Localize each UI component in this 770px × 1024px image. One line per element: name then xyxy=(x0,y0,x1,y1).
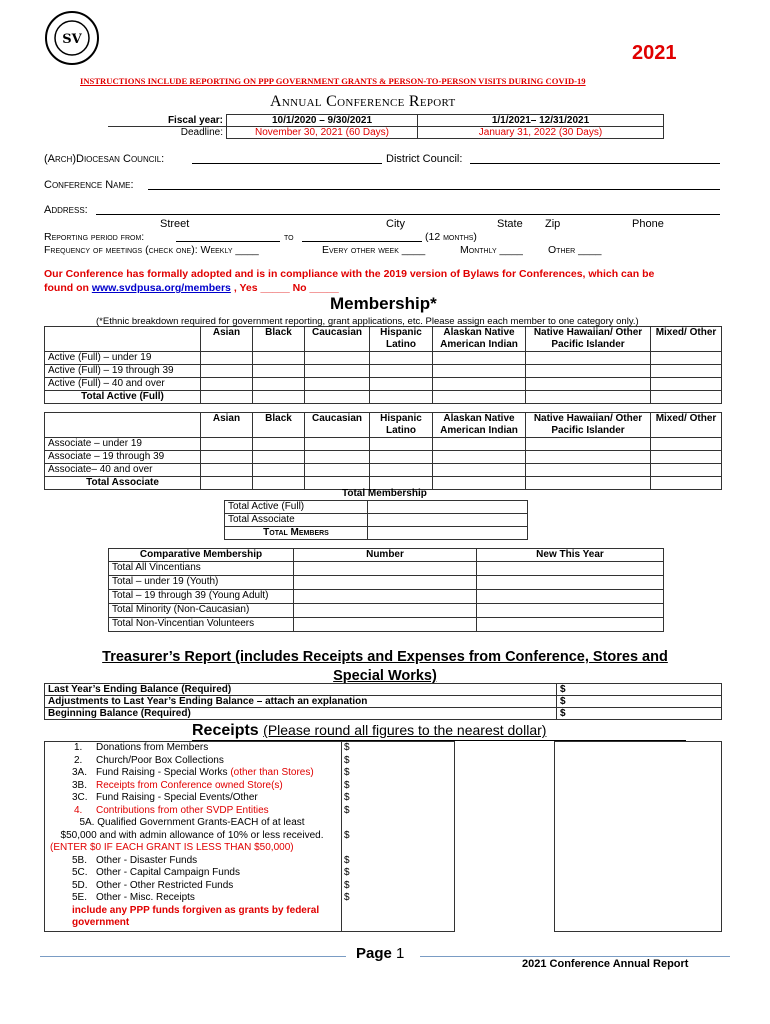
row-assoc-40plus: Associate– 40 and over xyxy=(45,464,201,477)
col-hispanic: Hispanic Latino xyxy=(370,327,433,352)
beginning-balance-label: Beginning Balance (Required) xyxy=(45,708,557,720)
col-alaskan-2: Alaskan Native American Indian xyxy=(433,413,526,438)
city-label: City xyxy=(386,218,405,230)
comp-row-youth: Total – under 19 (Youth) xyxy=(109,576,294,590)
street-label: Street xyxy=(160,218,190,230)
receipt-item: 4. Contributions from other SVDP Entities xyxy=(74,804,269,816)
bylaws-link[interactable]: www.svdpusa.org/members xyxy=(91,282,231,294)
row-assoc-under19: Associate – under 19 xyxy=(45,438,201,451)
membership-title: Membership* xyxy=(330,294,437,313)
conference-name-label: Conference Name: xyxy=(44,179,134,191)
diocesan-field[interactable] xyxy=(192,163,382,164)
col-hispanic-2: Hispanic Latino xyxy=(370,413,433,438)
district-label: District Council: xyxy=(386,153,463,165)
svdp-logo xyxy=(44,10,100,66)
last-year-balance-value[interactable]: $ xyxy=(557,684,722,696)
col-alaskan: Alaskan Native American Indian xyxy=(433,327,526,352)
receipt-item: 5C. Other - Capital Campaign Funds xyxy=(72,867,240,878)
row-assoc-19-39: Associate – 19 through 39 xyxy=(45,451,201,464)
frequency-other[interactable]: Other ____ xyxy=(548,244,602,256)
row-total-associate: Total Associate xyxy=(45,477,201,490)
page-title: Annual Conference Report xyxy=(270,93,456,110)
ppp-note-line2: government xyxy=(72,917,130,928)
compliance-line-1: Our Conference has formally adopted and is in compliance with the 2019 version of Bylaws for Conferences, which can be xyxy=(44,268,655,280)
comp-row-young-adult: Total – 19 through 39 (Young Adult) xyxy=(109,590,294,604)
address-label: Address: xyxy=(44,204,88,216)
receipt-item: 5D. Other - Other Restricted Funds xyxy=(72,879,234,891)
deadline-oct: November 30, 2021 (60 Days) xyxy=(227,127,418,139)
col-hawaiian-2: Native Hawaiian/ Other Pacific Islander xyxy=(526,413,651,438)
active-membership-table xyxy=(44,326,722,404)
col-asian-2: Asian xyxy=(201,413,253,438)
total-members-input[interactable] xyxy=(368,527,528,540)
reporting-period-label: Reporting period from: xyxy=(44,231,145,243)
comp-row-minority: Total Minority (Non-Caucasian) xyxy=(109,604,294,618)
adjustments-label: Adjustments to Last Year’s Ending Balance – attach an explanation xyxy=(45,696,557,708)
membership-note: (*Ethnic breakdown required for government reporting, grant applications, etc. Please assign each member to one category only.) xyxy=(96,316,639,327)
total-active-label: Total Active (Full) xyxy=(225,501,368,514)
number-header: Number xyxy=(294,549,477,562)
treasurer-title-line2: Special Works) xyxy=(333,668,437,684)
months-label: (12 months) xyxy=(425,231,477,243)
to-label: to xyxy=(284,231,294,243)
receipt-item-5a-line2: $50,000 and with admin allowance of 10% or less received. xyxy=(60,829,324,841)
total-active-input[interactable] xyxy=(368,501,528,514)
col-caucasian-2: Caucasian xyxy=(305,413,370,438)
ppp-note-line1: include any PPP funds forgiven as grants by federal xyxy=(72,904,320,916)
adjustments-value[interactable]: $ xyxy=(557,696,722,708)
associate-membership-table xyxy=(44,412,722,490)
receipt-item: 3A. Fund Raising - Special Works (other than Stores) xyxy=(72,767,314,778)
conference-name-field[interactable] xyxy=(148,189,720,190)
receipt-item: 5B. Other - Disaster Funds xyxy=(72,854,198,866)
frequency-weekly[interactable]: Frequency of meetings (check one): Weekly ____ xyxy=(44,244,259,256)
state-label: State xyxy=(497,218,523,230)
treasurer-title xyxy=(44,648,726,686)
footer-report-name: 2021 Conference Annual Report xyxy=(522,958,689,970)
report-year: 2021 xyxy=(632,42,677,64)
compliance-prefix: found on xyxy=(44,282,92,294)
total-membership-table xyxy=(224,500,528,540)
compliance-suffix: , Yes _____ No _____ xyxy=(230,282,339,294)
fiscal-period-jan: 1/1/2021– 12/31/2021 xyxy=(418,115,664,127)
row-active-under19: Active (Full) – under 19 xyxy=(45,352,201,365)
receipt-item: 1. Donations from Members xyxy=(74,742,209,753)
frequency-every-other-week[interactable]: Every other week ____ xyxy=(322,244,426,256)
comparative-header: Comparative Membership xyxy=(109,549,294,562)
col-black-2: Black xyxy=(253,413,305,438)
total-members-label: Total Members xyxy=(225,527,368,540)
receipts-title xyxy=(192,722,546,740)
receipt-item: 2. Church/Poor Box Collections xyxy=(74,754,224,766)
new-this-year-header: New This Year xyxy=(477,549,664,562)
receipt-item: 3C. Fund Raising - Special Events/Other xyxy=(72,792,258,803)
fiscal-period-oct: 10/1/2020 – 9/30/2021 xyxy=(227,115,418,127)
receipts-heading: Receipts xyxy=(192,722,259,739)
zip-label: Zip xyxy=(545,218,561,230)
fiscal-table xyxy=(108,114,664,139)
row-active-19-39: Active (Full) – 19 through 39 xyxy=(45,365,201,378)
comp-row-all: Total All Vincentians xyxy=(109,562,294,576)
receipt-item-5a-line1: 5A. Qualified Government Grants-EACH of at least xyxy=(79,817,305,828)
col-mixed: Mixed/ Other xyxy=(651,327,722,352)
total-associate-label: Total Associate xyxy=(225,514,368,527)
svg-text:SV: SV xyxy=(62,32,82,47)
fiscal-year-label: Fiscal year: xyxy=(108,115,227,127)
col-caucasian: Caucasian xyxy=(305,327,370,352)
deadline-jan: January 31, 2022 (30 Days) xyxy=(418,127,664,139)
frequency-monthly[interactable]: Monthly ____ xyxy=(460,244,523,256)
receipts-subtitle: (Please round all figures to the nearest dollar) xyxy=(263,722,547,738)
receipt-item-5a-line3: (ENTER $0 IF EACH GRANT IS LESS THAN $50,000) xyxy=(50,842,294,853)
phone-label: Phone xyxy=(632,218,664,230)
compliance-line-2 xyxy=(44,282,339,294)
col-asian: Asian xyxy=(201,327,253,352)
comparative-table xyxy=(108,548,664,632)
balance-table xyxy=(44,683,722,720)
total-associate-input[interactable] xyxy=(368,514,528,527)
page-number: Page 1 xyxy=(356,945,405,962)
comp-row-volunteers: Total Non-Vincentian Volunteers xyxy=(109,618,294,632)
row-total-active: Total Active (Full) xyxy=(45,391,201,404)
address-field[interactable] xyxy=(96,214,720,215)
receipts-items xyxy=(44,742,340,930)
total-membership-title: Total Membership xyxy=(342,488,427,499)
district-field[interactable] xyxy=(470,163,720,164)
beginning-balance-value[interactable]: $ xyxy=(557,708,722,720)
receipts-dollar-column[interactable]: $ $ $ $ $ $ $ $ $ $ $ xyxy=(344,742,350,903)
reporting-to-field[interactable] xyxy=(302,241,422,242)
receipt-item: 5E. Other - Misc. Receipts xyxy=(72,892,195,903)
reporting-from-field[interactable] xyxy=(176,241,280,242)
instructions-banner: INSTRUCTIONS INCLUDE REPORTING ON PPP GOVERNMENT GRANTS & PERSON-TO-PERSON VISITS DURING COVID-19 xyxy=(80,76,586,86)
deadline-label: Deadline: xyxy=(108,127,227,139)
col-mixed-2: Mixed/ Other xyxy=(651,413,722,438)
last-year-balance-label: Last Year’s Ending Balance (Required) xyxy=(45,684,557,696)
diocesan-label: (Arch)Diocesan Council: xyxy=(44,153,165,165)
receipt-item: 3B. Receipts from Conference owned Store(s) xyxy=(72,779,283,791)
col-black: Black xyxy=(253,327,305,352)
row-active-40plus: Active (Full) – 40 and over xyxy=(45,378,201,391)
treasurer-title-line1: Treasurer’s Report (includes Receipts and Expenses from Conference, Stores and xyxy=(102,649,668,665)
col-hawaiian: Native Hawaiian/ Other Pacific Islander xyxy=(526,327,651,352)
